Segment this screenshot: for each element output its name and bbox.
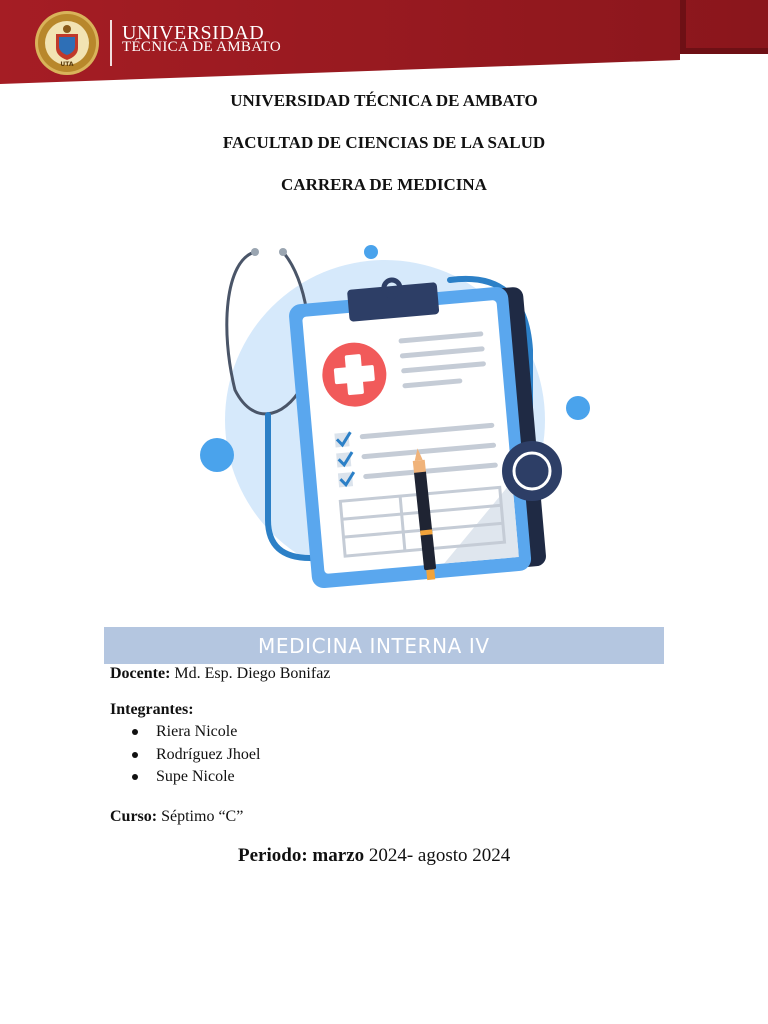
members-list bbox=[130, 723, 260, 791]
period-rest: 2024- agosto 2024 bbox=[364, 845, 511, 866]
svg-text:UTA: UTA bbox=[60, 61, 74, 68]
teacher-name: Md. Esp. Diego Bonifaz bbox=[174, 665, 331, 682]
brand-name-line2: TÉCNICA DE AMBATO bbox=[122, 39, 282, 55]
list-item: Rodríguez Jhoel bbox=[130, 746, 260, 769]
curso-line bbox=[110, 809, 243, 825]
list-item: Supe Nicole bbox=[130, 768, 260, 791]
university-heading: UNIVERSIDAD TÉCNICA DE AMBATO bbox=[230, 91, 538, 110]
teacher-line bbox=[110, 666, 330, 682]
period-line bbox=[238, 846, 510, 865]
period-label: Periodo: bbox=[238, 845, 308, 866]
list-item: Riera Nicole bbox=[130, 723, 260, 746]
course-title-banner bbox=[104, 627, 664, 664]
members-label: Integrantes: bbox=[110, 701, 194, 718]
period-month-start: marzo bbox=[312, 845, 365, 866]
career-heading: CARRERA DE MEDICINA bbox=[281, 175, 487, 194]
logo-divider bbox=[110, 20, 112, 66]
teacher-label: Docente: bbox=[110, 665, 171, 682]
university-seal-logo bbox=[34, 10, 100, 76]
medical-clipboard-illustration bbox=[195, 240, 595, 600]
brand-name-line1: UNIVERSIDAD bbox=[122, 22, 265, 44]
faculty-heading: FACULTAD DE CIENCIAS DE LA SALUD bbox=[222, 133, 546, 152]
curso-label: Curso: bbox=[110, 808, 158, 825]
header-band bbox=[0, 0, 768, 90]
curso-value: Séptimo “C” bbox=[161, 808, 244, 825]
course-title: MEDICINA INTERNA IV bbox=[258, 634, 490, 658]
